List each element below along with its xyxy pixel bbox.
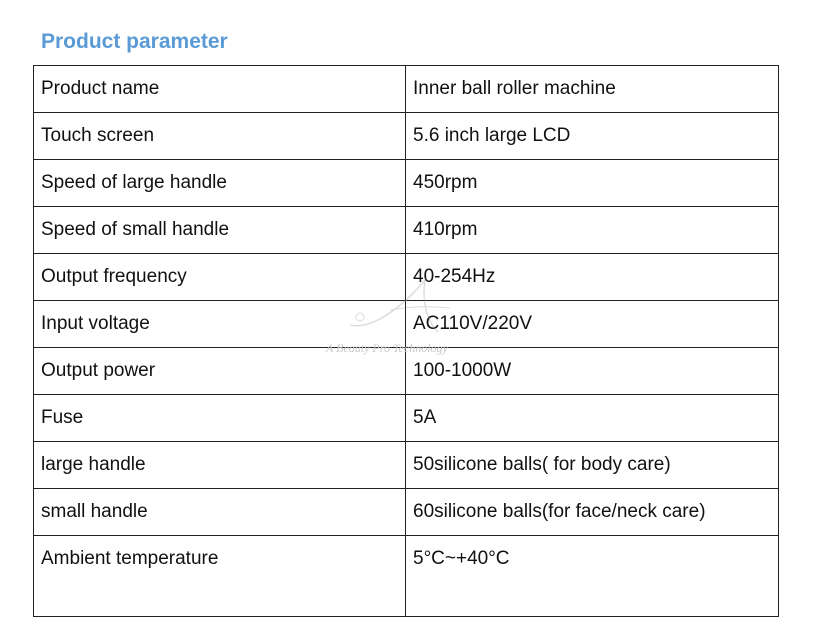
param-value: 100-1000W [406,348,779,395]
param-label: Speed of large handle [34,160,406,207]
table-row [34,395,779,442]
param-value: 5°C~+40°C [406,536,779,617]
watermark-text: A Beauty Pro Technology [326,341,448,355]
param-label: Product name [34,66,406,113]
table-row [34,207,779,254]
param-value: 50silicone balls( for body care) [406,442,779,489]
param-label: Touch screen [34,113,406,160]
table-row [34,489,779,536]
param-label: Output power [34,348,406,395]
table-row [34,66,779,113]
param-label: large handle [34,442,406,489]
table-row [34,348,779,395]
param-value: 5A [406,395,779,442]
table-row [34,536,779,617]
table-row [34,301,779,348]
table-row [34,160,779,207]
param-value: 60silicone balls(for face/neck care) [406,489,779,536]
table-row [34,254,779,301]
param-value: 450rpm [406,160,779,207]
param-value: 5.6 inch large LCD [406,113,779,160]
param-value: Inner ball roller machine [406,66,779,113]
param-value: 410rpm [406,207,779,254]
param-label: small handle [34,489,406,536]
param-value: AC110V/220V [406,301,779,348]
param-label: Output frequency [34,254,406,301]
param-label: Speed of small handle [34,207,406,254]
param-label: Fuse [34,395,406,442]
page-title: Product parameter [41,30,228,53]
table-row [34,442,779,489]
parameter-table [33,65,779,617]
table-row [34,113,779,160]
param-value: 40-254Hz [406,254,779,301]
param-label: Input voltage [34,301,406,348]
param-label: Ambient temperature [34,536,406,617]
